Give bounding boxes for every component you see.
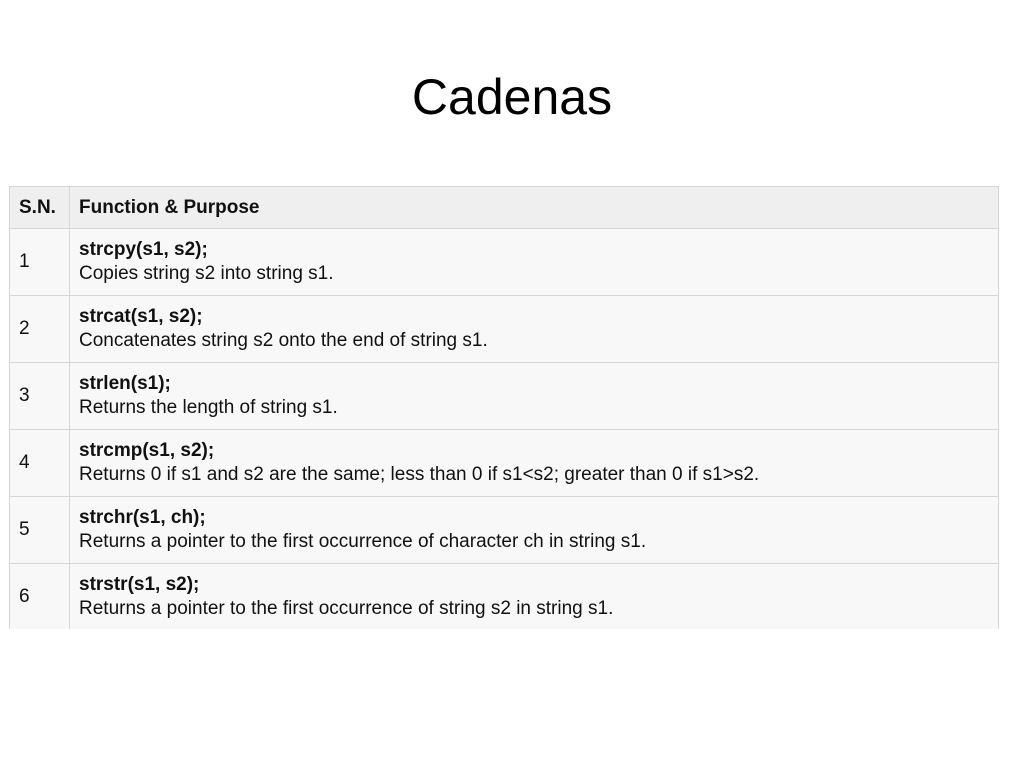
function-cell <box>70 430 999 497</box>
table-row <box>10 497 999 564</box>
header-sn: S.N. <box>10 187 70 229</box>
slide-title: Cadenas <box>411 69 613 125</box>
function-signature: strcpy(s1, s2); <box>79 239 208 260</box>
function-description: Returns a pointer to the first occurrence of character ch in string s1. <box>79 531 647 552</box>
table-header-row <box>10 187 999 229</box>
function-description: Returns 0 if s1 and s2 are the same; less than 0 if s1<s2; greater than 0 if s1>s2. <box>79 464 760 485</box>
function-cell <box>70 229 999 296</box>
row-number: 5 <box>10 497 70 564</box>
table-row <box>10 430 999 497</box>
table-row <box>10 229 999 296</box>
function-signature: strchr(s1, ch); <box>79 507 206 528</box>
function-table <box>9 186 999 629</box>
function-signature: strcat(s1, s2); <box>79 306 203 327</box>
row-number: 4 <box>10 430 70 497</box>
header-function-purpose: Function & Purpose <box>70 187 999 229</box>
table-row <box>10 564 999 630</box>
row-number: 2 <box>10 296 70 363</box>
function-signature: strlen(s1); <box>79 373 171 394</box>
function-table-container <box>9 186 999 629</box>
function-cell <box>70 296 999 363</box>
function-description: Copies string s2 into string s1. <box>79 263 334 284</box>
row-number: 1 <box>10 229 70 296</box>
function-cell <box>70 497 999 564</box>
table-row <box>10 296 999 363</box>
function-cell <box>70 564 999 630</box>
function-description: Returns a pointer to the first occurrence of string s2 in string s1. <box>79 598 614 619</box>
function-cell <box>70 363 999 430</box>
function-description: Returns the length of string s1. <box>79 397 338 418</box>
function-description: Concatenates string s2 onto the end of string s1. <box>79 330 488 351</box>
row-number: 3 <box>10 363 70 430</box>
function-signature: strcmp(s1, s2); <box>79 440 215 461</box>
table-row <box>10 363 999 430</box>
function-signature: strstr(s1, s2); <box>79 574 200 595</box>
row-number: 6 <box>10 564 70 630</box>
